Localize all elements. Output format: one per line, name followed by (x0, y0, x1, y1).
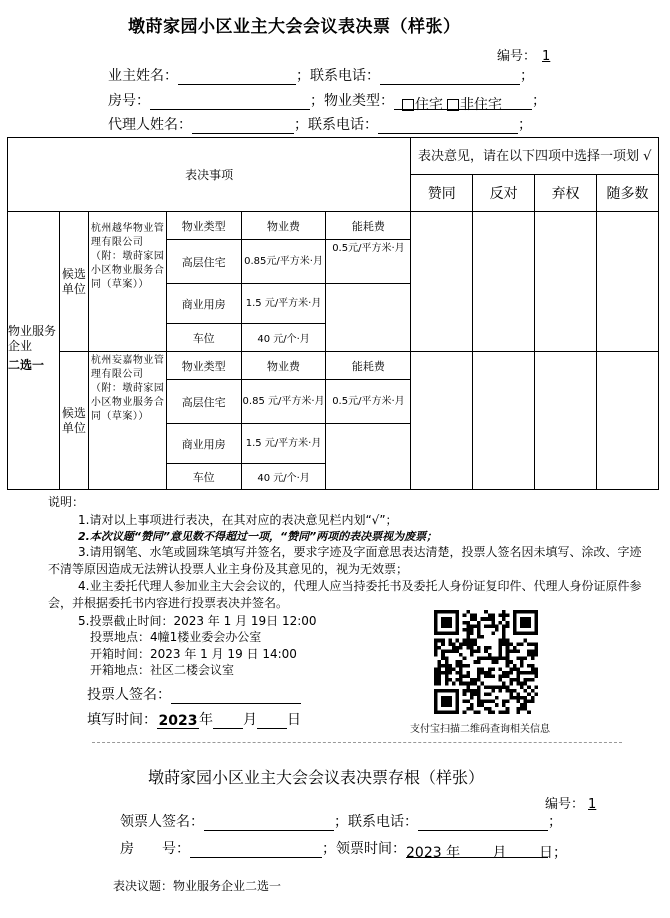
note-5: 5.投票截止时间：2023 年 1 月 19日 12:00 (78, 614, 317, 628)
opinion-header: 表决意见，请在以下四项中选择一项划 √ (411, 138, 659, 175)
residential-label: 住宅 (415, 97, 443, 113)
c1-row1-fee: 0.85元/平方米·月 (241, 240, 326, 284)
stub-year-unit: 年 (446, 845, 461, 861)
owner-row (108, 65, 534, 85)
note-3: 3.请用钢笔、水笔或圆珠笔填写并签名，要求字迹及字面意思表达清楚，投票人签名因未填写、涂改、字迹不清等原因造成无法辨认投票人业主身份及其意见的，视为无效票； (48, 545, 642, 576)
owner-phone-label: ；联系电话： (296, 68, 380, 84)
ballot-number-value: 1 (542, 49, 551, 64)
agent-phone-label: ；联系电话： (294, 117, 378, 133)
group-label: 物业服务企业 (8, 324, 57, 353)
stub-room-field[interactable] (190, 842, 322, 858)
c2-row2-type: 商业用房 (166, 424, 241, 464)
property-type-options (394, 94, 532, 113)
c1-row1-type: 高层住宅 (166, 240, 241, 284)
c1-energy-empty (326, 284, 411, 352)
fill-day[interactable] (257, 713, 287, 729)
vote-table (7, 137, 659, 490)
stub-month-unit: 月 (492, 845, 507, 861)
agent-name-label: 代理人姓名： (108, 117, 192, 133)
agent-row-end: ； (518, 117, 532, 133)
stub-time-field[interactable] (406, 842, 567, 861)
c1-oppose-cell[interactable] (473, 212, 535, 352)
c2-sub-energy: 能耗费 (326, 352, 411, 380)
residential-checkbox[interactable] (402, 99, 414, 111)
group-choice: 二选一 (8, 358, 45, 372)
property-type-label: ；物业类型： (310, 93, 394, 109)
qr-caption: 支付宝扫描二维码查询相关信息 (410, 724, 550, 735)
stub-year: 2023 (406, 845, 442, 861)
stub-row-1-end: ； (548, 814, 562, 830)
room-field[interactable] (150, 94, 310, 110)
note-1: 1.请对以上事项进行表决，在其对应的表决意见栏内划“√”； (78, 513, 398, 527)
c2-row1-energy: 0.5元/平方米·月 (326, 380, 411, 424)
note-2: 2.本次议题“赞同”意见数不得超过一项，“赞同”两项的表决票视为废票； (78, 530, 438, 543)
room-row-end: ； (532, 93, 546, 109)
vote-location: 投票地点：4幢1楼业委会办公室 (90, 630, 262, 644)
fill-time-row (87, 709, 301, 729)
c1-row2-type: 商业用房 (166, 284, 241, 324)
open-place: 开箱地点：社区二楼会议室 (90, 663, 235, 677)
stub-phone-field[interactable] (418, 815, 548, 831)
fill-time-label: 填写时间： (87, 712, 157, 728)
receiver-sign-label: 领票人签名： (120, 814, 204, 830)
fill-month-unit: 月 (243, 712, 257, 728)
stub-day-unit: 日； (539, 845, 567, 861)
note-4: 4.业主委托代理人参加业主大会会议的，代理人应当持委托书及委托人身份证复印件、代理人身份证原件参会，并根据委托书内容进行投票表决并签名。 (48, 579, 642, 610)
c2-abstain-cell[interactable] (535, 352, 597, 490)
c2-agree-cell[interactable] (411, 352, 473, 490)
c1-abstain-cell[interactable] (535, 212, 597, 352)
stub-room-label: 房 号： (120, 841, 190, 857)
c2-sub-fee: 物业费 (241, 352, 326, 380)
c1-sub-fee: 物业费 (241, 212, 326, 240)
c1-row1-energy: 0.5元/平方米·月 (326, 240, 411, 284)
c1-sub-type: 物业类型 (166, 212, 241, 240)
nonresidential-label: 非住宅 (460, 97, 502, 113)
owner-name-label: 业主姓名： (108, 68, 178, 84)
voter-sign-row (87, 684, 301, 704)
c2-row2-fee: 1.5 元/平方米·月 (241, 424, 326, 464)
c2-row3-fee: 40 元/个·月 (241, 464, 326, 490)
col-abstain: 弃权 (535, 175, 597, 212)
fill-year-unit: 年 (199, 712, 213, 728)
fill-day-unit: 日 (287, 712, 301, 728)
c2-row3-type: 车位 (166, 464, 241, 490)
c2-energy-empty (326, 424, 411, 490)
c2-majority-cell[interactable] (597, 352, 659, 490)
c1-majority-cell[interactable] (597, 212, 659, 352)
c1-agree-cell[interactable] (411, 212, 473, 352)
voter-sign-field[interactable] (171, 688, 301, 704)
ballot-title: 墩莳家园小区业主大会会议表决票（样张） (128, 17, 461, 37)
c1-sub-energy: 能耗费 (326, 212, 411, 240)
fill-year[interactable]: 2023 (158, 713, 198, 729)
c2-row1-type: 高层住宅 (166, 380, 241, 424)
c1-row3-fee: 40 元/个·月 (241, 324, 326, 352)
matter-header: 表决事项 (8, 138, 411, 212)
owner-row-end: ； (520, 68, 534, 84)
open-time: 开箱时间：2023 年 1 月 19 日 14:00 (90, 647, 297, 661)
voter-sign-label: 投票人签名： (87, 687, 171, 703)
receiver-sign-field[interactable] (204, 815, 334, 831)
candidate-1-name: 杭州越华物业管理有限公司（附：墩莳家园小区物业服务合同（草案）） (88, 212, 166, 352)
stub-number-value: 1 (588, 797, 597, 812)
group-cell (8, 212, 60, 490)
owner-phone-field[interactable] (380, 69, 520, 85)
room-label: 房号： (108, 93, 150, 109)
owner-name-field[interactable] (178, 69, 296, 85)
stub-title: 墩莳家园小区业主大会会议表决票存根（样张） (148, 768, 485, 787)
col-agree: 赞同 (411, 175, 473, 212)
col-oppose: 反对 (473, 175, 535, 212)
stub-number-label: 编号： (545, 797, 585, 812)
col-follow-majority: 随多数 (597, 175, 659, 212)
nonresidential-checkbox[interactable] (447, 99, 459, 111)
c2-row1-fee: 0.85 元/平方米·月 (241, 380, 326, 424)
stub-row-2 (120, 838, 567, 861)
notes-heading: 说明： (48, 495, 85, 509)
stub-time-label: ；领票时间： (322, 841, 406, 857)
stub-row-1 (120, 811, 562, 831)
candidate-2-name: 杭州妄嘉物业管理有限公司（附：墩莳家园小区物业服务合同（草案）） (88, 352, 166, 490)
agent-name-field[interactable] (192, 118, 294, 134)
c1-row3-type: 车位 (166, 324, 241, 352)
c1-row2-fee: 1.5 元/平方米·月 (241, 284, 326, 324)
agent-row (108, 114, 532, 134)
cut-line (92, 742, 622, 743)
qr-code (434, 610, 538, 714)
agent-phone-field[interactable] (378, 118, 518, 134)
candidate-1-label: 候选单位 (59, 212, 88, 352)
stub-phone-label: ；联系电话： (334, 814, 418, 830)
fill-month[interactable] (213, 713, 243, 729)
ballot-number (497, 45, 550, 64)
c2-oppose-cell[interactable] (473, 352, 535, 490)
room-row (108, 90, 546, 113)
ballot-number-label: 编号： (497, 49, 537, 64)
c2-sub-type: 物业类型 (166, 352, 241, 380)
candidate-2-label: 候选单位 (59, 352, 88, 490)
stub-number (545, 793, 596, 812)
stub-topic: 表决议题：物业服务企业二选一 (113, 879, 282, 893)
